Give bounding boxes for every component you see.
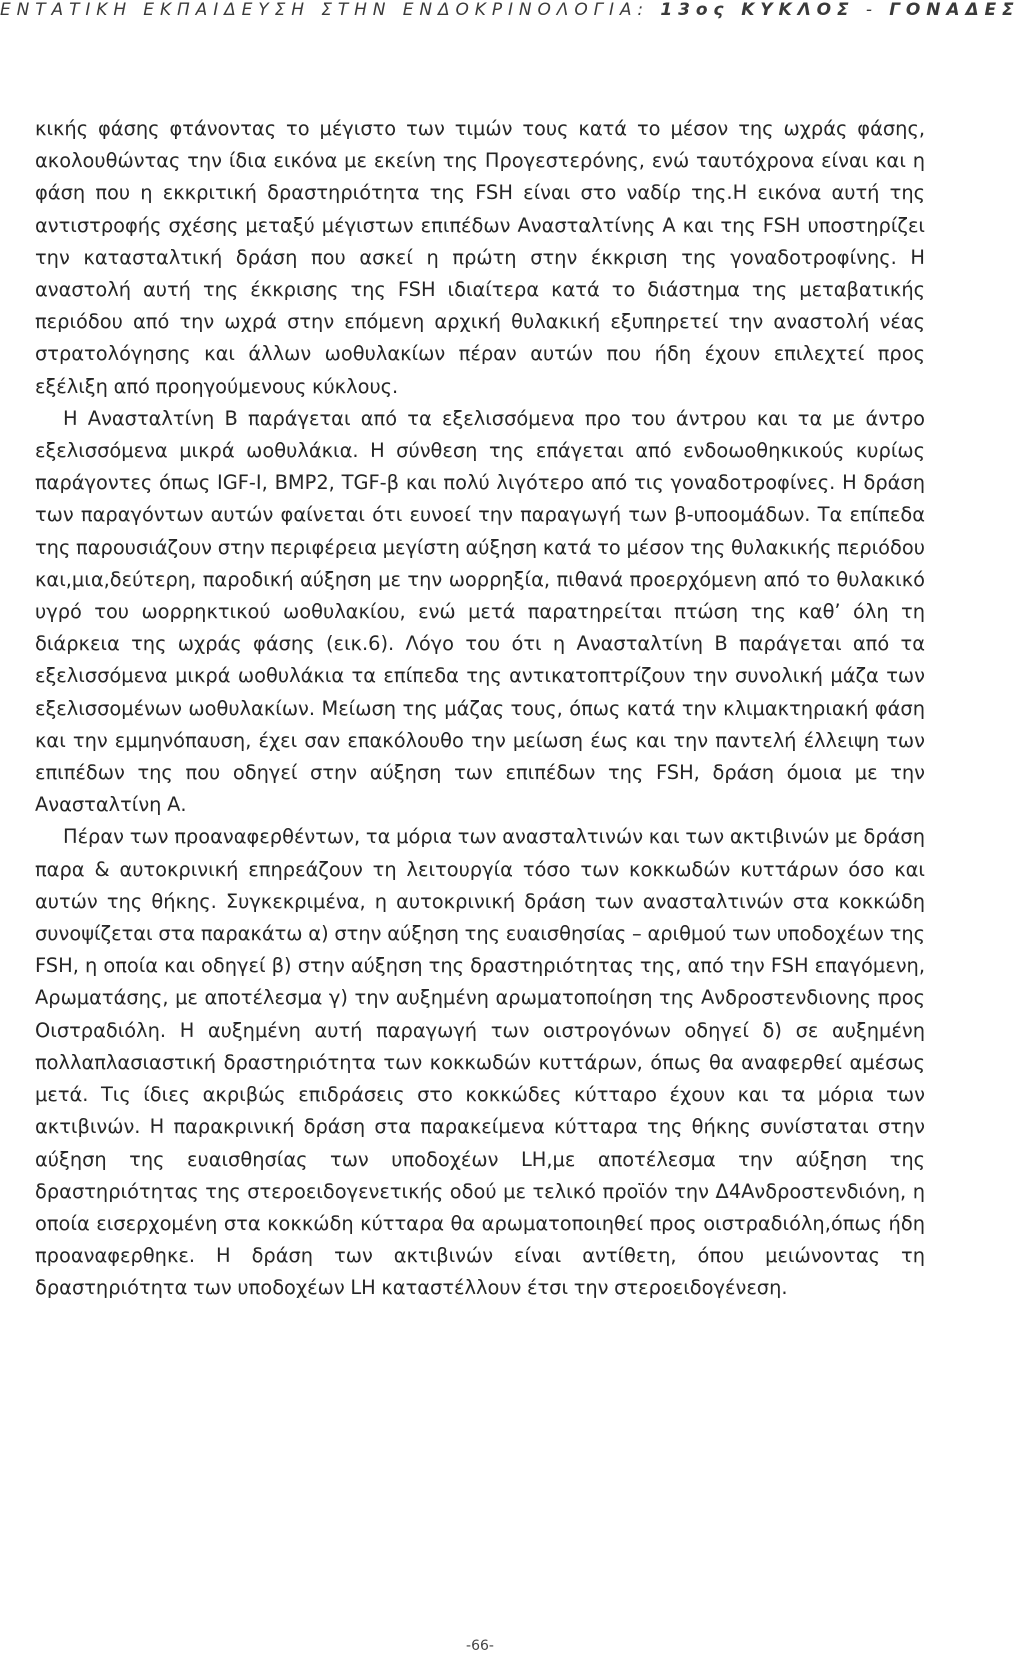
header-title: ΕΝΤΑΤΙΚΗ ΕΚΠΑΙΔΕΥΣΗ ΣΤΗΝ ΕΝΔΟΚΡΙΝΟΛΟΓΙΑ:	[0, 0, 650, 20]
header-topic: ΓΟΝΑΔΕΣ	[889, 0, 1020, 20]
paragraph-paracrine-autocrine: Πέραν των προαναφερθέντων, τα μόρια των ανασταλτινών και των ακτιβινών με δράση παρα & αυτοκρινική επηρεάζουν τη λειτουργία τόσο των κοκκωδών κυττάρων όσο και αυτών της θήκης. Συγκεκριμένα, η αυτοκρινική δράση των ανασταλτινών στα κοκκώδη συνοψίζεται στα παρακάτω α) στην αύξηση της ευαισθησίας – αριθμού των υποδοχέων της FSH, η οποία και οδηγεί β) στην αύξηση της δραστηριότητας της, από την FSH επαγόμενη, Αρωματάσης, με αποτέλεσμα γ) την αυξημένη αρωματοποίηση της Ανδροστενδιονης προς Οιστραδιόλη. Η αυξημένη αυτή παραγωγή των οιστρογόνων οδηγεί δ) σε αυξημένη πολλαπλασιαστική δραστηριότητα των κοκκωδών κυττάρων, όπως θα αναφερθεί αμέσως μετά. Τις ίδιες ακριβώς επιδράσεις στο κοκκώδες κύτταρο έχουν και τα μόρια των ακτιβινών. Η παρακρινική δράση στα παρακείμενα κύτταρα της θήκης συνίσταται στην αύξηση της ευαισθησίας των υποδοχέων LH,με αποτέλεσμα την αύξηση της δραστηριότητας της στεροειδογενετικής οδού με τελικό προϊόν την Δ4Ανδροστενδιόνη, η οποία εισερχομένη στα κοκκώδη κύτταρα θα αρωματοποιηθεί προς οιστραδιόλη,όπως ήδη προαναφερθηκε. Η δράση των ακτιβινών είναι αντίθετη, όπου μειώνοντας τη δραστηριότητα των υποδοχέων LH καταστέλλουν έτσι την στεροειδογένεση.	[35, 825, 925, 1300]
header-cycle: 13ος ΚΥΚΛΟΣ	[660, 0, 855, 20]
paragraph-inhibin-b: Η Ανασταλτίνη Β παράγεται από τα εξελισσόμενα προ του άντρου και τα με άντρο εξελισσόμενα μικρά ωοθυλάκια. Η σύνθεση της επάγεται από ενδοωοθηκικούς κυρίως παράγοντες όπως IGF-I, BMP2, TGF-β και πολύ λιγότερο από τις γοναδοτροφίνες. Η δράση των παραγόντων αυτών φαίνεται ότι ευνοεί την παραγωγή των β-υποομάδων. Τα επίπεδα της παρουσιάζουν στην περιφέρεια μεγίστη αύξηση κατά το μέσον της θυλακικής περιόδου και,μια,δεύτερη, παροδική αύξηση με την ωορρηξία, πιθανά προερχόμενη από το θυλακικό υγρό του ωορρηκτικού ωοθυλακίου, ενώ μετά παρατηρείται πτώση της καθ’ όλη τη διάρκεια της ωχράς φάσης (εικ.6). Λόγο του ότι η Ανασταλτίνη Β παράγεται από τα εξελισσόμενα μικρά ωοθυλάκια τα επίπεδα της αντικατοπτρίζουν την συνολική μάζα των εξελισσομένων ωοθυλακίων. Μείωση της μάζας τους, όπως κατά την κλιμακτηριακή φάση και την εμμηνόπαυση, έχει σαν επακόλουθο την μείωση έως και την παντελή έλλειψη των επιπέδων της που οδηγεί στην αύξηση των επιπέδων της FSH, δράση όμοια με την Ανασταλτίνη Α.	[35, 406, 925, 817]
paragraph-continuation: κικής φάσης φτάνοντας το μέγιστο των τιμών τους κατά το μέσον της ωχράς φάσης, ακολουθώντας την ίδια εικόνα με εκείνη της Προγεστερόνης, ενώ ταυτόχρονα είναι και η φάση που η εκκριτική δραστηριότητα της FSH είναι στο ναδίρ της.Η εικόνα αυτή της αντιστροφής σχέσης μεταξύ μέγιστων επιπέδων Ανασταλτίνης Α και της FSH υποστηρίζει την κατασταλτική δράση που ασκεί η πρώτη στην έκκριση της γοναδοτροφίνης. Η αναστολή αυτή της έκκρισης της FSH ιδιαίτερα κατά το διάστημα της μεταβατικής περιόδου από την ωχρά στην επόμενη αρχική θυλακική εξυπηρετεί την αναστολή νέας στρατολόγησης και άλλων ωοθυλακίων πέραν αυτών που ήδη έχουν επιλεχτεί προς εξέλιξη από προηγούμενους κύκλους.	[35, 117, 925, 398]
running-header	[0, 0, 1020, 24]
page-number: -66-	[466, 1638, 494, 1654]
page-body	[35, 113, 925, 1305]
header-separator: -	[865, 0, 878, 20]
